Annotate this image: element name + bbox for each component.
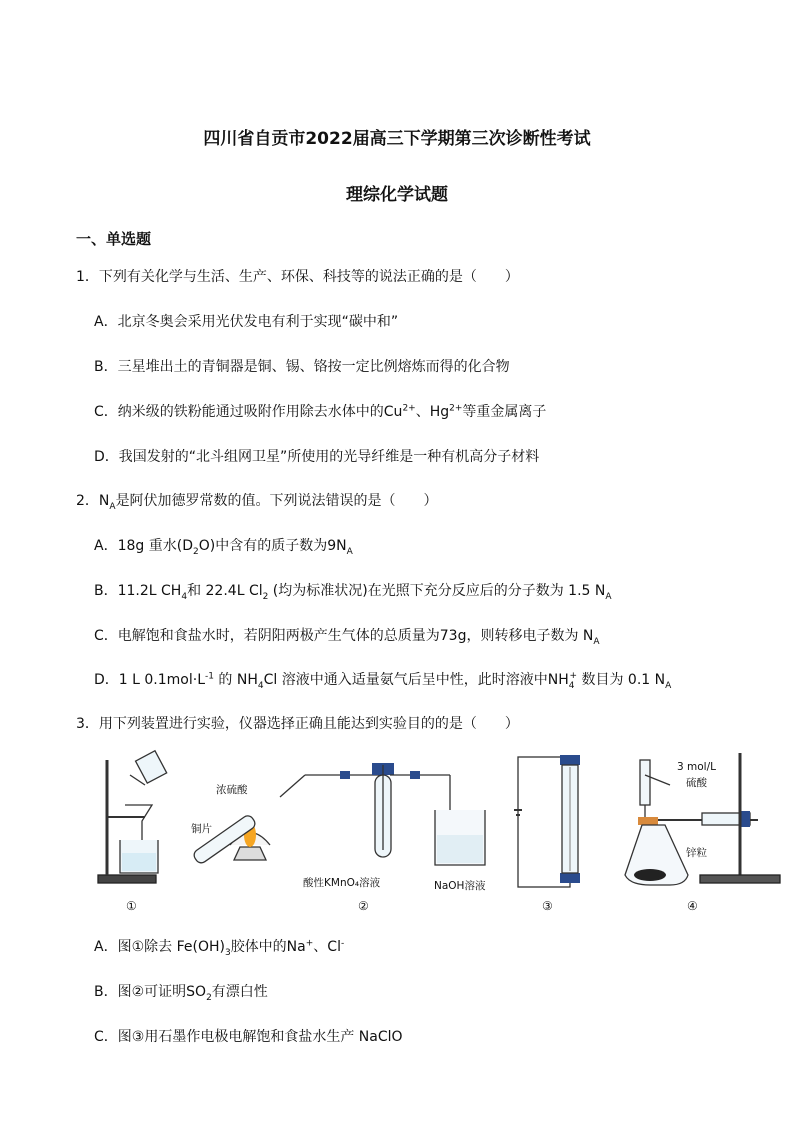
q1-stem: 1．下列有关化学与生活、生产、环保、科技等的说法正确的是（ ） xyxy=(76,269,519,285)
fig-label-3: ③ xyxy=(542,899,553,913)
q1-option-d: D．我国发射的“北斗组网卫星”所使用的光导纤维是一种有机高分子材料 xyxy=(94,449,540,465)
q1-c-text2: 、Hg xyxy=(415,404,450,420)
q2-b-sub2: 2 xyxy=(262,591,269,602)
q2-a-sub2: A xyxy=(346,546,353,557)
fig-label-1: ① xyxy=(126,899,137,913)
q2-d-1: D．1 L 0.1mol·L xyxy=(94,672,205,688)
label-conc-acid: 浓硫酸 xyxy=(216,784,248,796)
q3-b-1: B．图②可证明SO xyxy=(94,984,207,1000)
label-conc-2: 硫酸 xyxy=(686,777,707,789)
q2-option-d xyxy=(94,669,671,691)
q2-option-b xyxy=(94,580,612,602)
q3-a-2: 胶体中的Na xyxy=(230,939,306,955)
q2-a-sub1: 2 xyxy=(192,546,199,557)
fig-label-2: ② xyxy=(358,899,369,913)
filtration-apparatus xyxy=(98,751,167,883)
page-subtitle: 理综化学试题 xyxy=(346,185,448,205)
q2-b-2: 和 22.4L Cl xyxy=(187,583,263,599)
label-copper: 铜片 xyxy=(191,823,212,835)
q2-d-sub3: A xyxy=(665,680,672,691)
q1-option-a: A．北京冬奥会采用光伏发电有利于实现“碳中和” xyxy=(94,314,399,330)
q3-stem: 3．用下列装置进行实验，仪器选择正确且能达到实验目的的是（ ） xyxy=(76,716,519,732)
label-conc-1: 3 mol/L xyxy=(677,761,716,773)
q2-d-sub2: 4 xyxy=(568,680,575,691)
q2-d-sub1: 4 xyxy=(257,680,264,691)
fig-label-4: ④ xyxy=(687,899,698,913)
q2-stem-n: 2．N xyxy=(76,493,110,509)
section-heading: 一、单选题 xyxy=(76,230,152,248)
q2-c-1: C．电解饱和食盐水时，若阴阳两极产生气体的总质量为73g，则转移电子数为 N xyxy=(94,628,594,644)
q2-stem-sub: A xyxy=(109,501,116,512)
q2-stem-rest: 是阿伏加德罗常数的值。下列说法错误的是（ ） xyxy=(115,493,438,509)
q1-c-text3: 等重金属离子 xyxy=(462,404,547,420)
q2-b-1: B．11.2L CH xyxy=(94,583,182,599)
q1-c-charge2: 2+ xyxy=(449,403,463,414)
q3-a-1: A．图①除去 Fe(OH) xyxy=(94,939,225,955)
q2-a-2: O)中含有的质子数为9N xyxy=(198,538,347,554)
q1-option-c xyxy=(94,401,546,421)
apparatus-figure xyxy=(90,745,790,920)
q3-a-sup2: - xyxy=(340,938,345,949)
q2-d-sup: -1 xyxy=(205,671,214,682)
page-title: 四川省自贡市2022届高三下学期第三次诊断性考试 xyxy=(203,129,591,149)
q1-c-text: C．纳米级的铁粉能通过吸附作用除去水体中的Cu xyxy=(94,404,403,420)
q2-c-sub: A xyxy=(593,636,600,647)
copper-acid-apparatus xyxy=(192,763,485,865)
q3-a-3: 、Cl xyxy=(313,939,341,955)
q2-b-3: (均为标准状况)在光照下充分反应后的分子数为 1.5 N xyxy=(268,583,606,599)
q1-c-charge1: 2+ xyxy=(402,403,416,414)
q2-b-sub3: A xyxy=(605,591,612,602)
q3-option-b xyxy=(94,981,268,1003)
label-kmno4: 酸性KMnO₄溶液 xyxy=(303,877,381,889)
electrolysis-apparatus xyxy=(514,755,580,887)
q3-a-sup1: + xyxy=(305,938,314,949)
q3-a-sub: 3 xyxy=(224,947,231,958)
q2-b-sub1: 4 xyxy=(181,591,188,602)
q3-b-2: 有漂白性 xyxy=(211,984,268,1000)
label-naoh: NaOH溶液 xyxy=(434,880,486,892)
q2-d-3: Cl 溶液中通入适量氨气后呈中性，此时溶液中NH xyxy=(263,672,569,688)
q2-d-2: 的 NH xyxy=(213,672,258,688)
q3-option-a xyxy=(94,936,344,958)
q2-d-4: 数目为 0.1 N xyxy=(577,672,666,688)
q2-a-1: A．18g 重水(D xyxy=(94,538,193,554)
q2-option-c xyxy=(94,625,600,647)
label-zinc: 锌粒 xyxy=(686,847,707,859)
q3-b-sub: 2 xyxy=(206,992,212,1003)
q2-stem xyxy=(76,490,438,512)
q2-d-sup2: + xyxy=(569,671,578,682)
q3-option-c: C．图③用石墨作电极电解饱和食盐水生产 NaClO xyxy=(94,1029,403,1045)
q1-option-b: B．三星堆出土的青铜器是铜、锡、铬按一定比例熔炼而得的化合物 xyxy=(94,359,510,375)
q2-option-a xyxy=(94,535,353,557)
